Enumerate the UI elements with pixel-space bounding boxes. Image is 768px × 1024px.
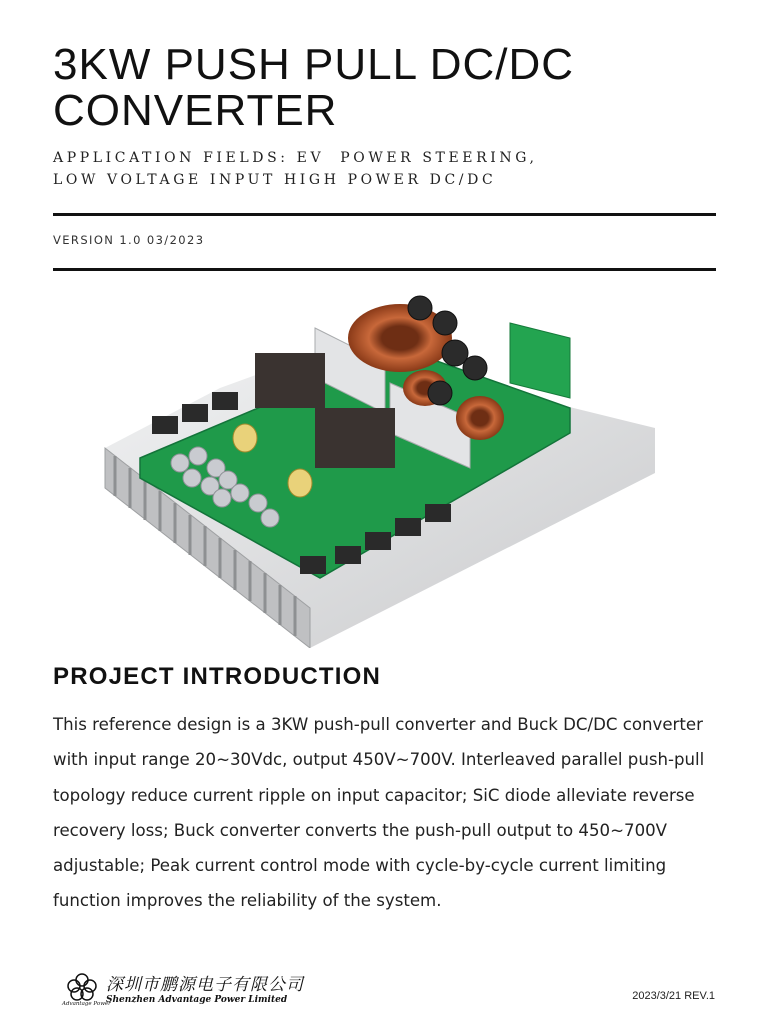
section-heading: PROJECT INTRODUCTION bbox=[53, 663, 382, 690]
introduction-paragraph: This reference design is a 3KW push-pull converter and Buck DC/DC converter with input range 20~30Vdc, output 450V~700V. Interleaved parallel push-pull topology reduce current ripple on input capacitor; SiC diode alleviate reverse recovery loss; Buck converter converts the push-pull output to 450~700V adjustable; Peak current control mode with cycle-by-cycle current limiting function improves the reliability of the system. bbox=[53, 715, 705, 911]
company-logo bbox=[62, 968, 304, 1012]
revision-date: 2023/3/21 REV.1 bbox=[632, 990, 715, 1002]
company-name-english: Shenzhen Advantage Power Limited bbox=[106, 995, 288, 1005]
top-divider bbox=[53, 213, 716, 216]
company-name-chinese: 深圳市鹏源电子有限公司 bbox=[106, 975, 304, 995]
title-line-1: 3KW PUSH PULL DC/DC bbox=[53, 40, 575, 89]
application-fields bbox=[53, 147, 723, 191]
bottom-divider bbox=[53, 268, 716, 271]
version-label: VERSION 1.0 03/2023 bbox=[53, 233, 205, 247]
logo-brand-text: Advantage Power bbox=[62, 1001, 111, 1007]
product-photo bbox=[100, 288, 660, 648]
subtitle-line-2: LOW VOLTAGE INPUT HIGH POWER DC/DC bbox=[53, 172, 497, 188]
title-line-2: CONVERTER bbox=[53, 86, 338, 135]
document-title bbox=[53, 42, 713, 134]
subtitle-line-1: APPLICATION FIELDS: EV POWER STEERING, bbox=[53, 150, 538, 166]
